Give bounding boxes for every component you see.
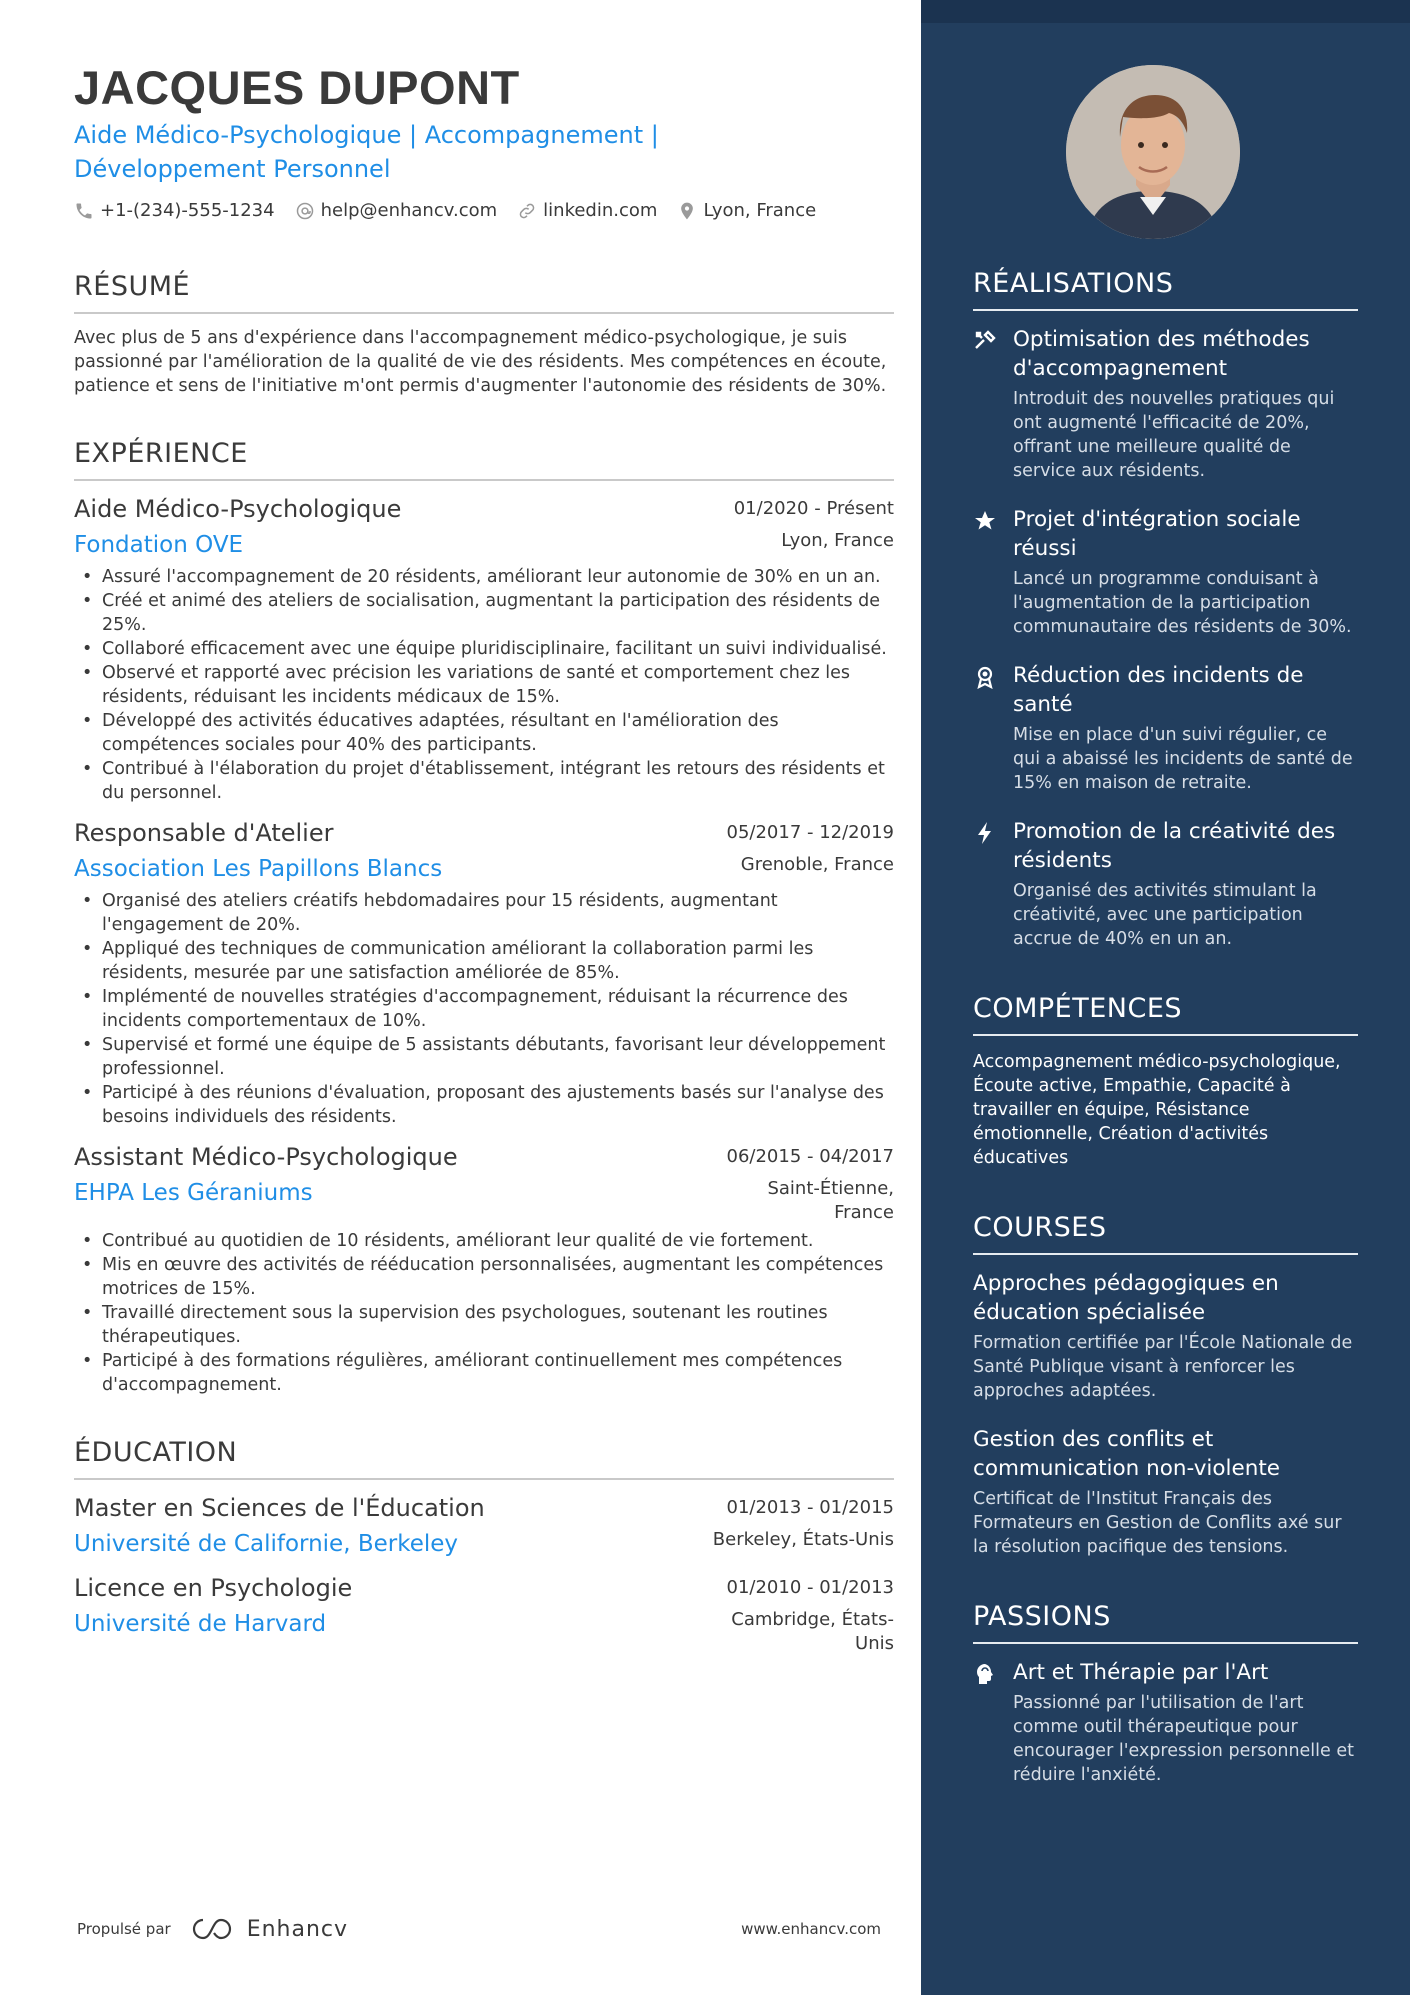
footer-brand[interactable] (77, 1916, 348, 1942)
experience-item (74, 817, 894, 1129)
job-role: Assistant Médico-Psychologique (74, 1143, 458, 1171)
achievement-desc: Lancé un programme conduisant à l'augmentation de la participation communautaire des résidents de 30%. (1013, 569, 1352, 637)
job-company[interactable]: EHPA Les Géraniums (74, 1180, 313, 1206)
profile-portrait-icon (1066, 65, 1240, 239)
bullet: • Organisé des ateliers créatifs hebdomadaires pour 15 résidents, augmentant l'engagement de 20%. (74, 889, 894, 937)
achievement-desc: Organisé des activités stimulant la créativité, avec une participation accrue de 40% en un an. (1013, 881, 1317, 949)
bullet: • Contribué au quotidien de 10 résidents, améliorant leur qualité de vie fortement. (74, 1229, 894, 1253)
location-text: Lyon, France (703, 200, 817, 221)
course-desc: Certificat de l'Institut Français des Formateurs en Gestion de Conflits axé sur la résolution pacifique des tensions. (973, 1489, 1342, 1557)
course-title: Approches pédagogiques en éducation spécialisée (973, 1271, 1279, 1325)
job-bullets (74, 1229, 894, 1397)
bullet: • Participé à des formations régulières, améliorant continuellement mes compétences d'accompagnement. (74, 1349, 894, 1397)
job-date: 05/2017 - 12/2019 (726, 822, 894, 843)
contact-email[interactable] (295, 200, 498, 221)
course-desc: Formation certifiée par l'École Nationale de Santé Publique visant à renforcer les approches adaptées. (973, 1333, 1353, 1401)
email-text: help@enhancv.com (320, 200, 498, 221)
degree: Licence en Psychologie (74, 1574, 353, 1602)
footer (77, 1916, 881, 1942)
degree: Master en Sciences de l'Éducation (74, 1494, 485, 1522)
achievement-title: Optimisation des méthodes d'accompagnement (1013, 327, 1310, 381)
education-item (74, 1492, 894, 1560)
achievement-title: Projet d'intégration sociale réussi (1013, 507, 1301, 561)
experience-heading: EXPÉRIENCE (74, 438, 894, 481)
school[interactable]: Université de Harvard (74, 1611, 327, 1637)
achievement-desc: Introduit des nouvelles pratiques qui ont augmenté l'efficacité de 20%, offrant une meilleure qualité de service aux résidents. (1013, 389, 1335, 481)
passion-desc: Passionné par l'utilisation de l'art comme outil thérapeutique pour encourager l'expression personnelle et réduire l'anxiété. (1013, 1693, 1354, 1785)
job-company[interactable]: Association Les Papillons Blancs (74, 856, 443, 882)
experience-item (74, 493, 894, 805)
achievement-item (973, 505, 1358, 639)
experience-item (74, 1141, 894, 1397)
candidate-title: Aide Médico-Psychologique | Accompagnement | Développement Personnel (74, 121, 659, 183)
passion-title: Art et Thérapie par l'Art (1013, 1660, 1269, 1685)
lightning-icon (973, 821, 997, 951)
contact-phone[interactable] (74, 200, 275, 221)
tools-icon (973, 329, 997, 483)
brand-name: Enhancv (246, 1916, 349, 1942)
link-icon (517, 201, 537, 221)
phone-text: +1-(234)-555-1234 (100, 200, 275, 221)
courses-heading: COURSES (973, 1212, 1358, 1255)
job-bullets (74, 565, 894, 805)
phone-icon (74, 201, 94, 221)
bullet: • Appliqué des techniques de communication améliorant la collaboration parmi les résidents, mesurée par une satisfaction améliorée de 85%. (74, 937, 894, 985)
education-heading: ÉDUCATION (74, 1437, 894, 1480)
powered-by-text: Propulsé par (77, 1920, 171, 1938)
job-date: 01/2020 - Présent (733, 498, 894, 519)
bullet: • Mis en œuvre des activités de rééducation personnalisées, augmentant les compétences motrices de 15%. (74, 1253, 894, 1301)
job-role: Aide Médico-Psychologique (74, 495, 402, 523)
skills-heading: COMPÉTENCES (973, 993, 1358, 1036)
school-location: Berkeley, États-Unis (712, 1529, 894, 1550)
bullet: • Observé et rapporté avec précision les variations de santé et comportement chez les résidents, réduisant les incidents médicaux de 15%. (74, 661, 894, 709)
job-company[interactable]: Fondation OVE (74, 532, 244, 558)
at-icon (295, 201, 315, 221)
achievement-item (973, 325, 1358, 483)
job-date: 06/2015 - 04/2017 (726, 1146, 894, 1167)
bullet: • Participé à des réunions d'évaluation, proposant des ajustements basés sur l'analyse des besoins individuels des résidents. (74, 1081, 894, 1129)
bullet: • Implémenté de nouvelles stratégies d'accompagnement, réduisant la récurrence des incidents comportementaux de 10%. (74, 985, 894, 1033)
job-bullets (74, 889, 894, 1129)
contact-bar (74, 200, 894, 221)
job-location-line: France (834, 1202, 894, 1223)
bullet: • Travaillé directement sous la supervision des psychologues, soutenant les routines thérapeutiques. (74, 1301, 894, 1349)
star-icon (973, 509, 997, 639)
job-location (767, 1177, 894, 1225)
job-location: Lyon, France (781, 530, 894, 551)
footer-website[interactable]: www.enhancv.com (741, 1920, 881, 1938)
school-location (731, 1608, 894, 1656)
bullet: • Assuré l'accompagnement de 20 résidents, améliorant leur autonomie de 30% en un an. (74, 565, 894, 589)
bullet: • Contribué à l'élaboration du projet d'établissement, intégrant les retours des résidents et du personnel. (74, 757, 894, 805)
school[interactable]: Université de Californie, Berkeley (74, 1531, 459, 1557)
education-date: 01/2013 - 01/2015 (726, 1497, 894, 1518)
achievement-title: Promotion de la créativité des résidents (1013, 819, 1336, 873)
sidebar-top-strip (921, 0, 1410, 23)
location-pin-icon (677, 201, 697, 221)
bullet: • Supervisé et formé une équipe de 5 assistants débutants, favorisant leur développement professionnel. (74, 1033, 894, 1081)
summary-text: Avec plus de 5 ans d'expérience dans l'accompagnement médico-psychologique, je suis passionné par l'amélioration de la qualité de vie des résidents. Mes compétences en écoute, patience et sens de l'initiative m'ont permis d'augmenter l'autonomie des résidents de 30%. (74, 328, 887, 396)
profile-photo (1066, 65, 1240, 239)
bullet: • Collaboré efficacement avec une équipe pluridisciplinaire, facilitant un suivi individualisé. (74, 637, 894, 661)
bullet: • Créé et animé des ateliers de socialisation, augmentant la participation des résidents de 25%. (74, 589, 894, 637)
achievement-item (973, 661, 1358, 795)
job-location-line: Saint-Étienne, (767, 1178, 894, 1199)
job-role: Responsable d'Atelier (74, 819, 334, 847)
course-title: Gestion des conflits et communication non-violente (973, 1427, 1281, 1481)
achievement-item (973, 817, 1358, 951)
achievement-desc: Mise en place d'un suivi régulier, ce qui a abaissé les incidents de santé de 15% en maison de retraite. (1013, 725, 1353, 793)
passions-heading: PASSIONS (973, 1601, 1358, 1644)
contact-location (677, 200, 816, 221)
achievements-heading: RÉALISATIONS (973, 268, 1358, 311)
passion-item (973, 1658, 1358, 1787)
award-icon (973, 665, 997, 795)
job-location: Grenoble, France (740, 854, 894, 875)
sidebar-content (973, 268, 1358, 1787)
enhancv-logo-icon (191, 1916, 239, 1942)
linkedin-text: linkedin.com (543, 200, 658, 221)
education-date: 01/2010 - 01/2013 (726, 1577, 894, 1598)
summary-heading: RÉSUMÉ (74, 271, 894, 314)
school-location-line: Cambridge, États- (731, 1609, 894, 1630)
contact-linkedin[interactable] (517, 200, 657, 221)
education-item (74, 1572, 894, 1656)
school-location-line: Unis (855, 1633, 894, 1654)
bullet: • Développé des activités éducatives adaptées, résultant en l'amélioration des compétences sociales pour 40% des participants. (74, 709, 894, 757)
sidebar (921, 0, 1410, 1995)
skills-text: Accompagnement médico-psychologique, Écoute active, Empathie, Capacité à travailler en équipe, Résistance émotionnelle, Création d'activités éducatives (973, 1052, 1341, 1168)
achievement-title: Réduction des incidents de santé (1013, 663, 1304, 717)
candidate-name: JACQUES DUPONT (74, 61, 520, 114)
head-brain-icon (973, 1662, 997, 1787)
